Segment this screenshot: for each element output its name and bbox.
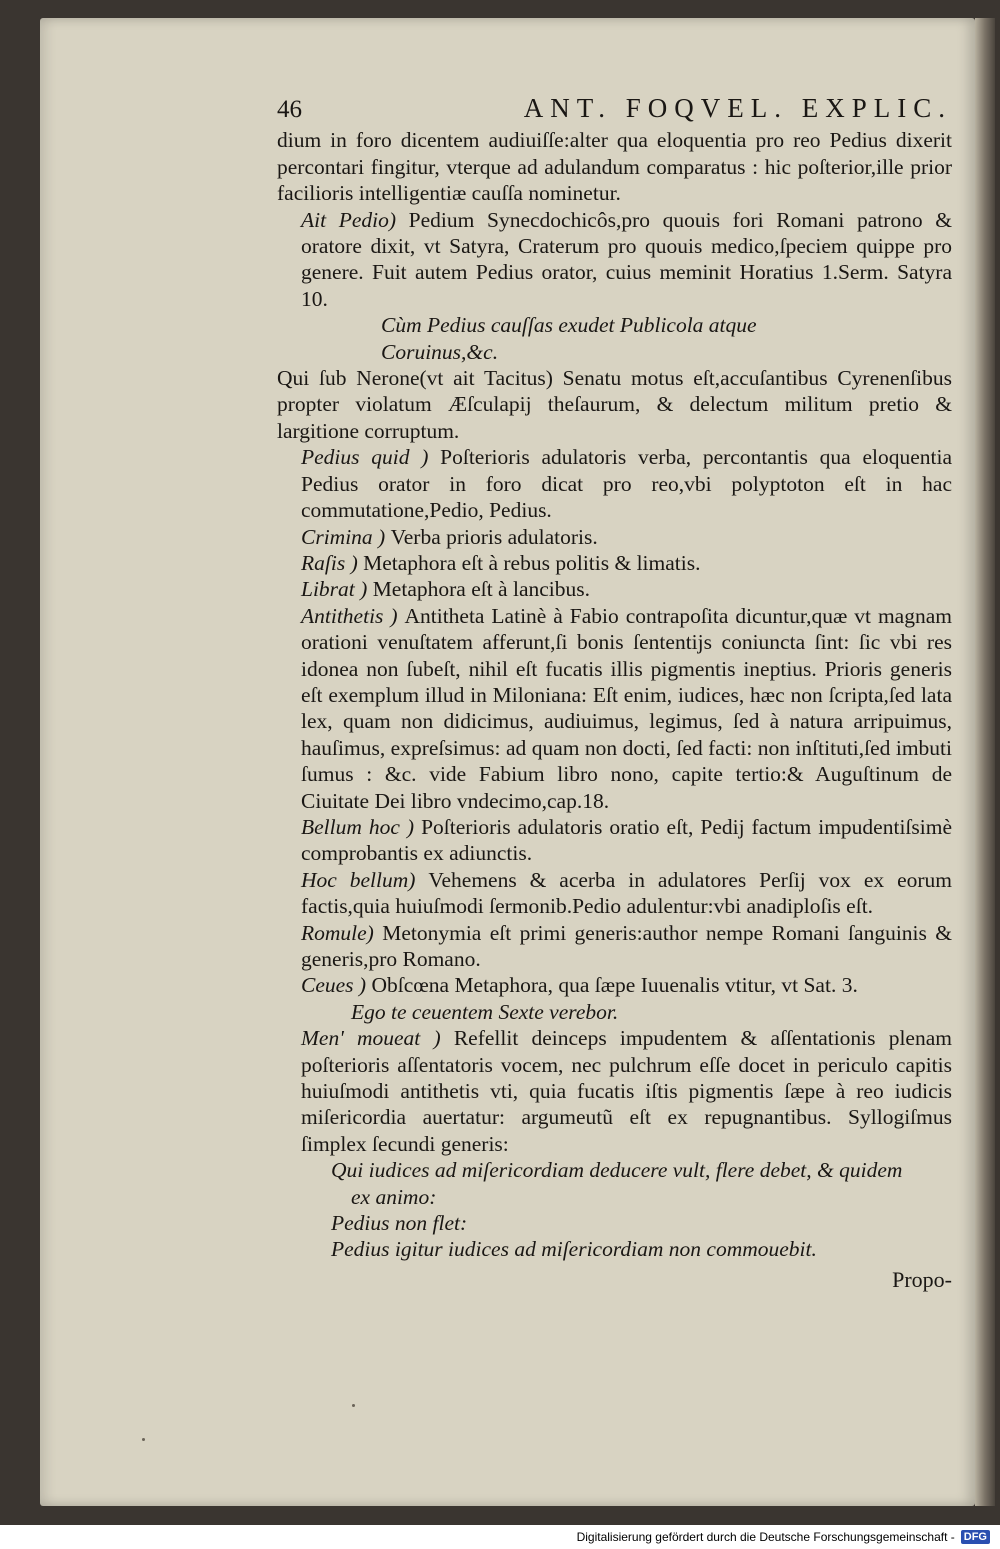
paper-speck [352, 1404, 355, 1407]
lemma: Men' moueat ) [301, 1026, 454, 1051]
entry-text: Poſterioris adulatoris verba, percontantis qua eloquentia Pedius orator in foro dicat pro reo,vbi polyptoton eſt in hac commutatione,Pedio, Pedius. [301, 445, 952, 523]
verse-quotation: Ego te ceuentem Sexte verebor. [351, 999, 619, 1024]
verse-quotation: Cùm Pedius cauſſas exudet Publicola atque [381, 313, 757, 338]
verse-quotation: Pedius non flet: [331, 1211, 468, 1236]
commentary-entry [277, 576, 952, 602]
lemma: Romule) [301, 920, 383, 945]
page-fore-edge [975, 18, 995, 1506]
commentary-entry [277, 207, 952, 313]
verse-quotation: Pedius igitur iudices ad miſericordiam non commouebit. [331, 1237, 817, 1262]
entry-text: Verba prioris adulatoris. [390, 524, 598, 549]
lemma: Ceues ) [301, 973, 372, 998]
verse-quotation: Qui iudices ad miſericordiam deducere vult, flere debet, & quidem [331, 1158, 903, 1183]
commentary-entry [277, 603, 952, 814]
paragraph: Qui ſub Nerone(vt ait Tacitus) Senatu motus eſt,accuſantibus Cyrenenſibus propter violatum Æſculapij theſaurum, & delectum militum pretio & largitione corruptum. [277, 366, 952, 443]
lemma: Ait Pedio) [301, 207, 409, 232]
footer-credit: Digitalisierung gefördert durch die Deutsche Forschungsgemeinschaft - [576, 1530, 955, 1544]
entry-text: Pedium Synecdochicôs,pro quouis fori Romani patrono & oratore dixit, vt Satyra, Craterum pro quouis medico,ſpeciem quippe pro genere. Fuit autem Pedius orator, cuius meminit Horatius 1.Serm. Satyra 10. [301, 207, 953, 311]
running-title: ANT. FOQVEL. EXPLIC. [523, 93, 952, 123]
commentary-entry [277, 814, 952, 867]
lemma: Antithetis ) [301, 603, 405, 628]
lemma: Bellum hoc ) [301, 814, 422, 839]
entry-text: Obſcœna Metaphora, qua ſæpe Iuuenalis vtitur, vt Sat. 3. [371, 973, 858, 998]
page-text [277, 95, 952, 1293]
entry-text: Vehemens & acerba in adulatores Perſij vox ex eorum factis,quia huiuſmodi ſermonib.Pedio adulentur:vbi anadiploſis eſt. [301, 867, 952, 919]
commentary-entry [277, 972, 952, 998]
paper-speck [142, 1438, 145, 1441]
digitization-footer [0, 1525, 1000, 1549]
dfg-logo-icon: DFG [961, 1530, 990, 1544]
commentary-entry [277, 550, 952, 576]
entry-text: Metaphora eſt à lancibus. [372, 577, 590, 602]
running-header [277, 95, 952, 123]
entry-text: Metaphora eſt à rebus politis & limatis. [363, 550, 701, 575]
verse-quotation: ex animo: [351, 1184, 437, 1209]
paragraph: dium in foro dicentem audiuiſſe:alter qua eloquentia pro reo Pedius dixerit percontari fingitur, vterque ad adulandum comparatus : hic poſterior,ille prior facilioris intelligentiæ cauſſa nominetur. [277, 128, 952, 206]
catchword: Propo- [892, 1266, 952, 1292]
lemma: Pedius quid ) [301, 445, 441, 470]
lemma: Crimina ) [301, 524, 391, 549]
body-paragraphs [277, 127, 952, 1262]
commentary-entry [277, 920, 952, 973]
lemma: Raſis ) [301, 550, 364, 575]
entry-text: Antitheta Latinè à Fabio contrapoſita dicuntur,quæ vt magnam orationi venuſtatem afferunt,ſi bonis ſententijs coniuncta ſint: ſic vbi res idonea non ſubeſt, nihil eſt fucatis illis pigmentis ineptius. Prioris generis eſt exemplum illud in Miloniana: Eſt enim, iudices, hæc non ſcripta,ſed lata lex, quam non didicimus, audiuimus, legimus, ſed à natura arripuimus, hauſimus, expreſsimus: ad quam non docti, ſed facti: non inſtituti,ſed imbuti ſumus : &c. vide Fabium libro nono, capite tertio:& Auguſtinum de Ciuitate Dei libro vndecimo,cap.18. [301, 603, 952, 813]
lemma: Hoc bellum) [301, 867, 429, 892]
entry-text: Refellit deinceps impudentem & aſſentationis plenam poſterioris aſſentatoris vocem, nec pulchrum eſſe docet in periculo capitis huiuſmodi antithetis vti, quia fucatis iſtis pigmentis ſæpe à reo iudicis miſericordia auertatur: argumeutũ eſt ex repugnantibus. Syllogiſmus ſimplex ſecundi generis: [301, 1026, 952, 1156]
commentary-entry [277, 867, 952, 920]
commentary-entry [277, 524, 952, 550]
commentary-entry [277, 444, 952, 523]
entry-text: Poſterioris adulatoris oratio eſt, Pedij factum impudentiſsimè comprobantis ex adiunctis. [301, 814, 952, 866]
lemma: Librat ) [301, 577, 373, 602]
commentary-entry [277, 1025, 952, 1157]
entry-text: Metonymia eſt primi generis:author nempe Romani ſanguinis & generis,pro Romano. [301, 920, 952, 971]
folio-number: 46 [277, 96, 302, 123]
verse-quotation: Coruinus,&c. [381, 339, 499, 364]
